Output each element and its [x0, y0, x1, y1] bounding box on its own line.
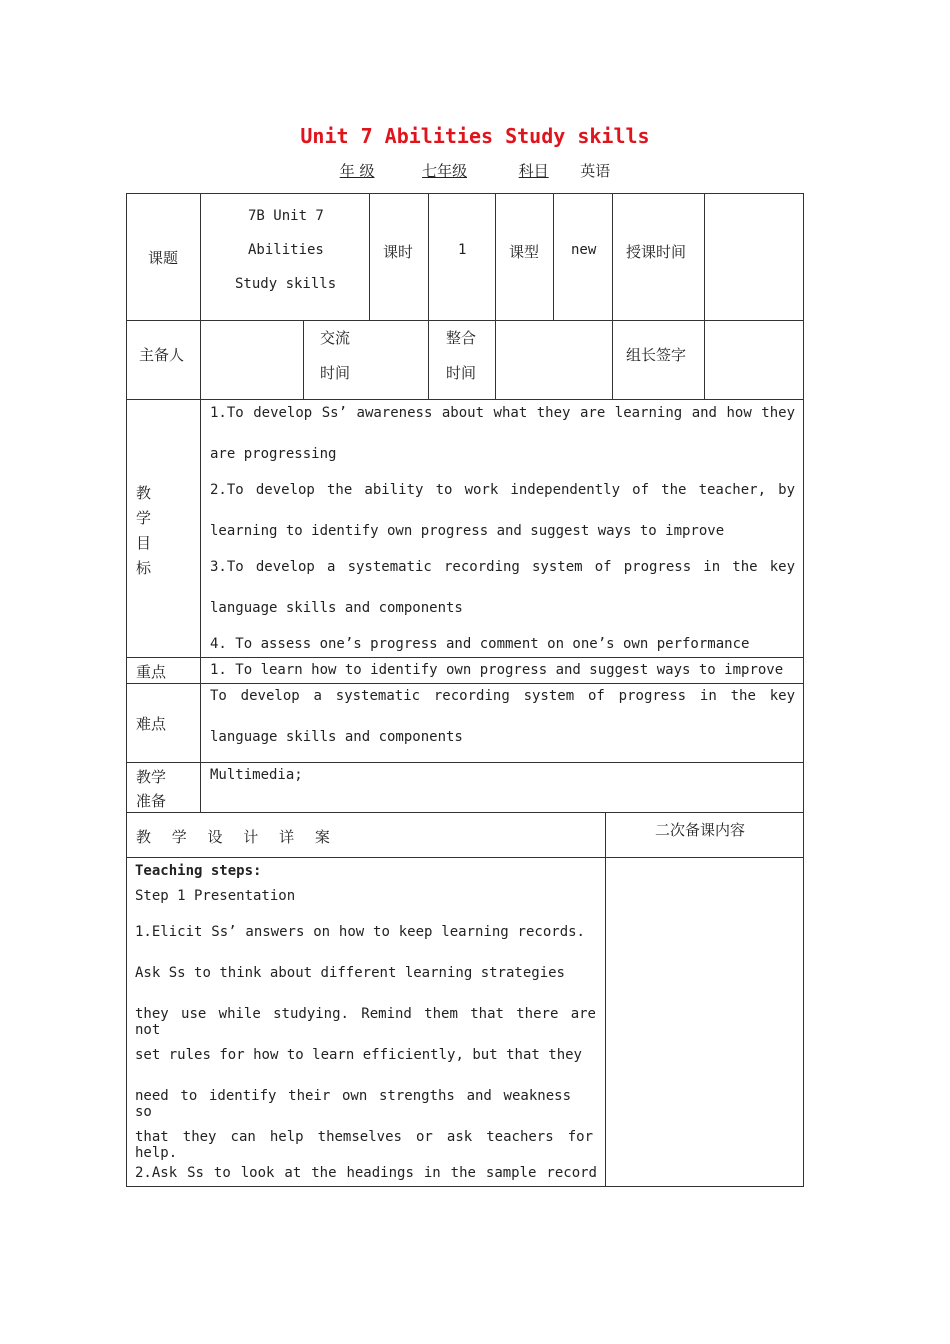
column-divider: [369, 193, 370, 320]
objective-line: 4. To assess one’s progress and comment on one’s own performance: [210, 636, 750, 652]
objective-line: are progressing: [210, 446, 337, 462]
steps-heading: Teaching steps:: [135, 863, 262, 879]
difficulty-label: 难点: [136, 715, 167, 733]
key-point-label: 重点: [136, 663, 167, 681]
step-line: set rules for how to learn efficiently, but that they: [135, 1047, 582, 1063]
type-value: new: [571, 242, 597, 258]
exchange-time-label-1: 交流: [320, 329, 351, 347]
integrate-time-label-2: 时间: [446, 364, 477, 382]
step-line: Ask Ss to think about different learning strategies: [135, 965, 565, 981]
step-title: Step 1 Presentation: [135, 888, 296, 904]
row-divider: [126, 320, 804, 321]
leader-sign-label: 组长签字: [626, 346, 687, 364]
column-divider: [303, 320, 304, 399]
step-line: that they can help themselves or ask teachers for help.: [135, 1129, 593, 1161]
period-value: 1: [458, 242, 467, 258]
exchange-time-label-2: 时间: [320, 364, 351, 382]
column-divider: [428, 193, 429, 399]
topic-line-3: Study skills: [235, 276, 337, 292]
objective-line: 1.To develop Ss’ awareness about what they are learning and how they: [210, 405, 795, 421]
preparation-label-2: 准备: [136, 792, 167, 810]
column-divider: [495, 193, 496, 399]
step-line: 2.Ask Ss to look at the headings in the sample record: [135, 1165, 597, 1181]
objective-line: learning to identify own progress and suggest ways to improve: [210, 523, 725, 539]
step-line: need to identify their own strengths and weakness so: [135, 1088, 571, 1120]
row-divider: [126, 657, 804, 658]
lesson-meta: [0, 160, 950, 181]
objectives-label-char: 标: [136, 559, 152, 577]
difficulty-line: language skills and components: [210, 729, 463, 745]
row-divider: [126, 683, 804, 684]
document-title: Unit 7 Abilities Study skills: [300, 124, 650, 148]
objectives-label-char: 教: [136, 484, 152, 502]
difficulty-line: To develop a systematic recording system of progress in the key: [210, 688, 795, 704]
grade-value: 七年级: [422, 162, 468, 180]
objective-line: 2.To develop the ability to work independently of the teacher, by: [210, 482, 795, 498]
key-point-text: 1. To learn how to identify own progress and suggest ways to improve: [210, 662, 784, 678]
second-prep-label: 二次备课内容: [655, 821, 746, 839]
objective-line: 3.To develop a systematic recording system of progress in the key: [210, 559, 795, 575]
teaching-time-label: 授课时间: [626, 243, 687, 261]
step-line: they use while studying. Remind them that there are not: [135, 1006, 596, 1038]
objective-line: language skills and components: [210, 600, 463, 616]
row-divider: [126, 762, 804, 763]
column-divider: [704, 193, 705, 399]
preparation-label-1: 教学: [136, 768, 167, 786]
subject-value: 英语: [580, 162, 611, 180]
step-line: 1.Elicit Ss’ answers on how to keep learning records.: [135, 924, 585, 940]
row-divider: [126, 399, 804, 400]
preparation-text: Multimedia;: [210, 767, 303, 783]
design-label: 教 学 设 计 详 案: [136, 828, 334, 846]
preparer-label: 主备人: [139, 346, 185, 364]
column-divider: [200, 193, 201, 812]
objectives-label-char: 学: [136, 509, 152, 527]
topic-line-2: Abilities: [248, 242, 324, 258]
row-divider: [126, 812, 804, 813]
type-label: 课型: [509, 243, 540, 261]
topic-line-1: 7B Unit 7: [248, 208, 324, 224]
column-divider: [605, 812, 606, 1187]
period-label: 课时: [383, 243, 414, 261]
row-divider: [126, 857, 804, 858]
integrate-time-label-1: 整合: [446, 329, 477, 347]
topic-label: 课题: [148, 249, 179, 267]
column-divider: [612, 193, 613, 399]
objectives-label-char: 目: [136, 534, 152, 552]
grade-label: 年 级: [339, 162, 375, 180]
subject-label: 科目: [518, 162, 549, 180]
column-divider: [553, 193, 554, 320]
